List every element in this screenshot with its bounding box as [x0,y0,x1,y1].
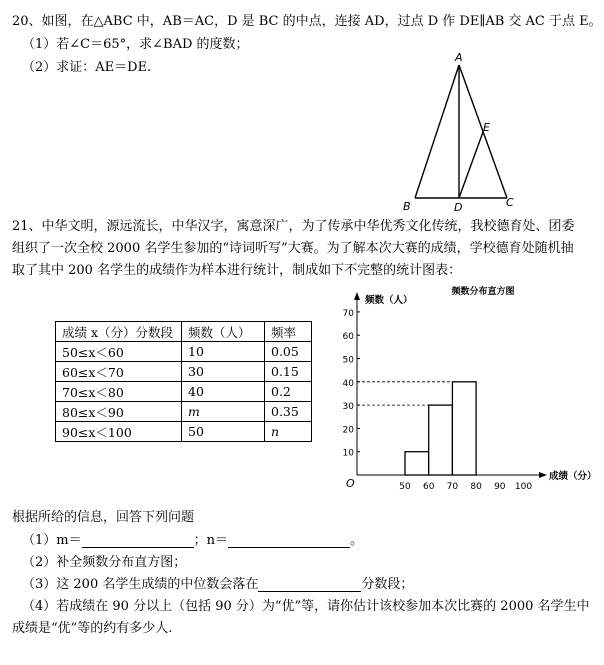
table-cell: 60≤x＜70 [56,362,182,382]
table-header-cell: 频率 [265,322,312,342]
origin-label: O [346,477,355,490]
p1-end: 。 [349,533,363,548]
y-axis-arrow [354,292,360,300]
table-cell: 50 [182,422,265,442]
table-cell: m [182,402,265,422]
label-C: C [506,196,514,209]
x-tick-label: 90 [494,482,506,492]
table-row [56,342,312,362]
table-cell: 50≤x＜60 [56,342,182,362]
p1-n-label: ；n＝ [193,533,228,548]
y-tick-label: 60 [342,332,354,343]
p1-m-label: （1）m＝ [22,533,82,548]
label-A: A [455,51,463,64]
x-axis-arrow [539,472,547,478]
p3-tail: 分数段； [361,577,414,592]
x-tick-label: 100 [514,482,533,492]
label-B: B [403,200,411,213]
q21-p3 [22,573,413,592]
histogram-chart [335,282,600,494]
p3-text: （3）这 200 名学生成绩的中位数会落在 [22,577,259,592]
y-tick-label: 50 [342,355,354,366]
table-row [56,422,312,442]
q20-part2: （2）求证：AE＝DE. [22,60,152,75]
table-cell: 0.2 [265,382,312,402]
y-tick-label: 70 [342,308,354,319]
table-cell: 0.35 [265,402,312,422]
table-cell: 0.15 [265,362,312,382]
histogram-bar [405,452,429,475]
table-cell: 90≤x＜100 [56,422,182,442]
m-answer-blank[interactable] [82,533,194,548]
x-tick-label: 80 [470,482,482,492]
histogram-bar [429,405,453,475]
q20-part1: （1）若∠C＝65°，求∠BAD 的度数； [22,37,249,52]
y-axis-label: 频数（人） [365,295,413,306]
y-tick-label: 30 [342,402,354,413]
q20-stem: 20、如图，在△ABC 中，AB＝AC，D 是 BC 的中点，连接 AD，过点 D 作 DE∥AB 交 AC 于点 E。 [12,14,602,29]
x-axis-label: 成绩（分） [549,471,597,482]
table-cell: 10 [182,342,265,362]
y-tick-label: 20 [342,425,354,436]
table-cell: 40 [182,382,265,402]
y-tick-label: 40 [342,378,354,389]
histogram-bar [452,382,476,475]
table-row [56,362,312,382]
table-header-cell: 成绩 x（分）分数段 [56,322,182,342]
table-cell: 70≤x＜80 [56,382,182,402]
table-cell: n [265,422,312,442]
q21-p1 [22,529,363,548]
table-header-cell: 频数（人） [182,322,265,342]
label-D: D [454,201,463,214]
table-cell: 0.05 [265,342,312,362]
x-tick-label: 60 [422,482,435,492]
table-row [56,402,312,422]
q21-after: 根据所给的信息，回答下列问题 [12,510,195,525]
q21-p2: （2）补全频数分布直方图； [22,555,187,570]
median-answer-blank[interactable] [258,577,361,592]
q21-p4a: （4）若成绩在 90 分以上（包括 90 分）为“优”等，请你估计该校参加本次比赛的 2000 名学生中 [22,599,590,614]
label-E: E [483,121,490,134]
table-cell: 80≤x＜90 [56,402,182,422]
table-cell: 30 [182,362,265,382]
q21-line2: 组织了一次全校 2000 名学生参加的“诗词听写”大赛。为了解本次大赛的成绩，学校德育处随机抽 [12,241,574,256]
triangle-figure [395,40,530,215]
y-tick-label: 10 [342,448,354,459]
frequency-table [55,321,312,442]
q21-line1: 21、中华文明，源远流长，中华汉字，寓意深广，为了传承中华优秀文化传统，我校德育处、团委 [12,219,575,234]
table-header-row [56,322,312,342]
table-row [56,382,312,402]
n-answer-blank[interactable] [228,533,350,548]
q21-p4b: 成绩是“优”等的约有多少人. [12,621,173,636]
x-tick-label: 70 [446,482,459,492]
q21-line3: 取了其中 200 名学生的成绩作为样本进行统计，制成如下不完整的统计图表： [12,263,462,278]
chart-title: 频数分布直方图 [451,287,515,297]
x-tick-label: 50 [399,482,411,492]
